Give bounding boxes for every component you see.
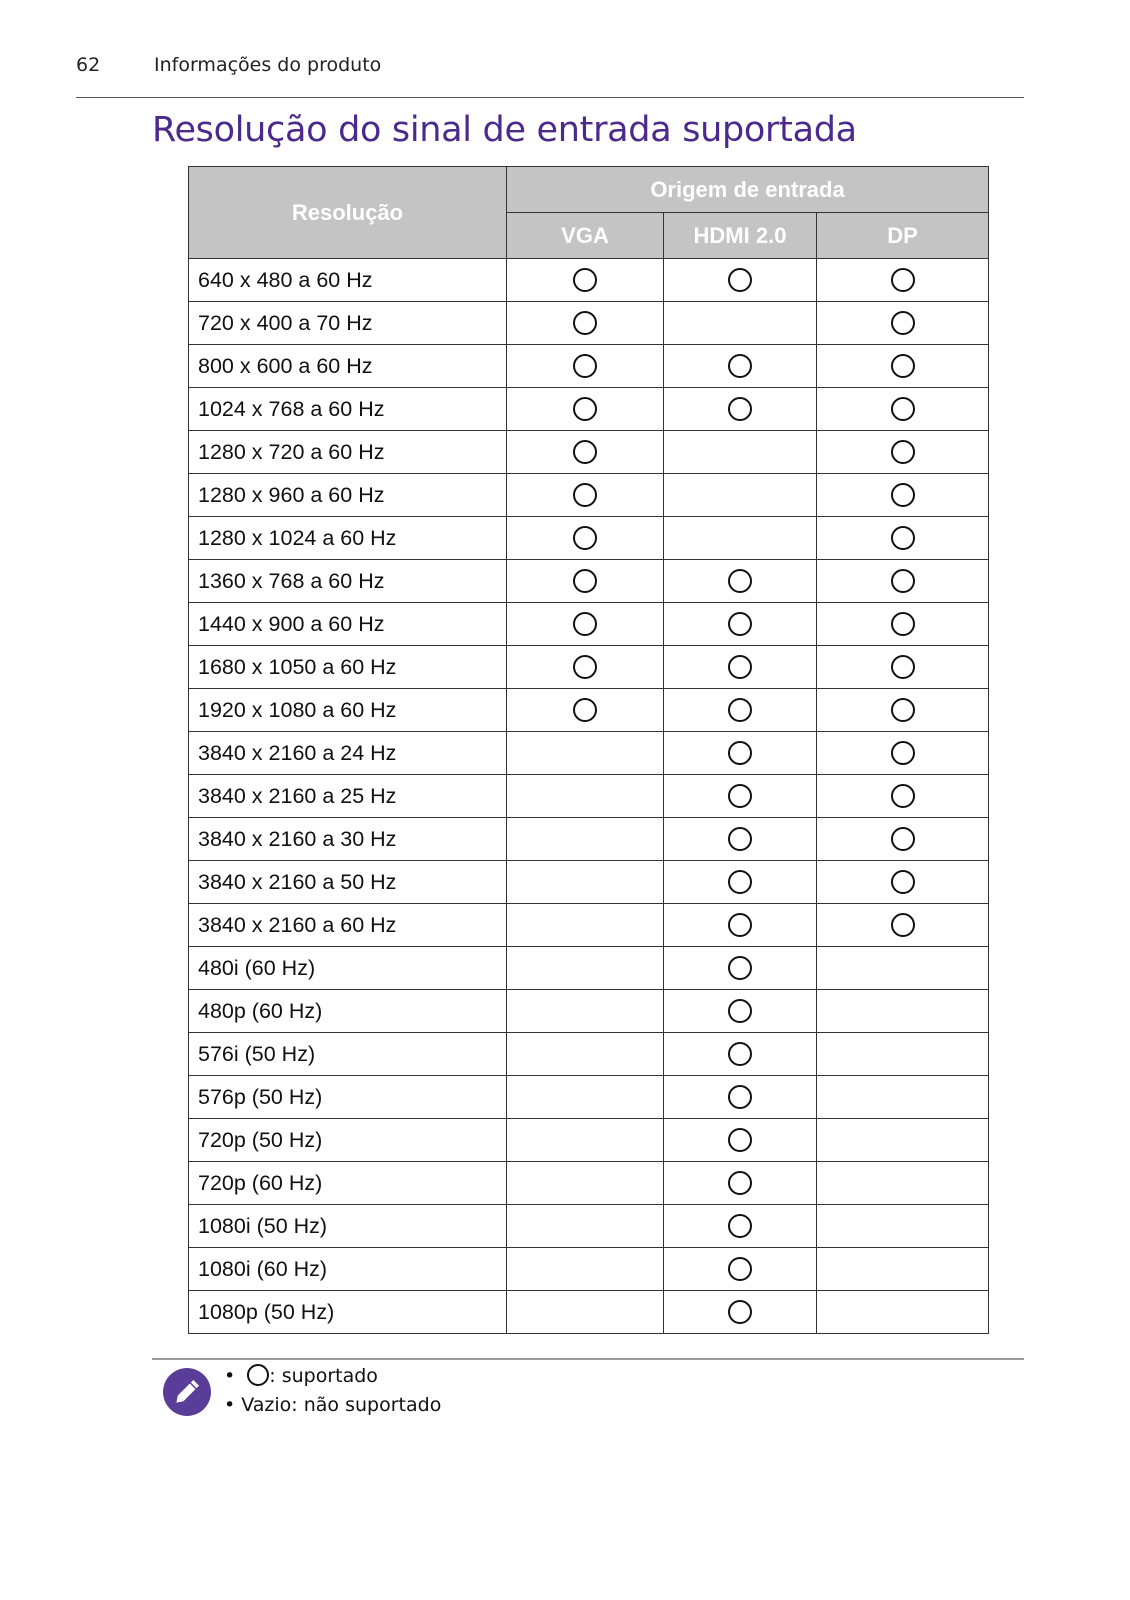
supported-circle-icon — [891, 741, 915, 765]
supported-circle-icon — [573, 655, 597, 679]
supported-circle-icon — [891, 655, 915, 679]
vga-support-cell — [507, 1119, 664, 1162]
table-row — [189, 302, 989, 345]
hdmi-support-cell — [664, 560, 817, 603]
dp-support-cell — [817, 904, 989, 947]
supported-circle-icon — [573, 526, 597, 550]
vga-support-cell — [507, 861, 664, 904]
supported-circle-icon — [891, 354, 915, 378]
table-row — [189, 646, 989, 689]
supported-circle-icon — [573, 612, 597, 636]
note-text: Vazio: não suportado — [241, 1394, 442, 1416]
resolution-cell: 1080i (60 Hz) — [189, 1248, 507, 1291]
hdmi-support-cell — [664, 474, 817, 517]
vga-support-cell — [507, 1033, 664, 1076]
vga-support-cell — [507, 732, 664, 775]
resolution-cell: 1440 x 900 a 60 Hz — [189, 603, 507, 646]
dp-support-cell — [817, 689, 989, 732]
vga-support-cell — [507, 1205, 664, 1248]
dp-support-cell — [817, 560, 989, 603]
supported-circle-icon — [573, 268, 597, 292]
hdmi-support-cell — [664, 1033, 817, 1076]
note-bullet: • — [224, 1394, 236, 1416]
vga-support-cell — [507, 474, 664, 517]
hdmi-support-cell — [664, 861, 817, 904]
vga-support-cell — [507, 818, 664, 861]
hdmi-support-cell — [664, 431, 817, 474]
note-item-supported — [224, 1362, 441, 1391]
table-row — [189, 947, 989, 990]
vga-support-cell — [507, 904, 664, 947]
hdmi-support-cell — [664, 947, 817, 990]
resolution-cell: 1280 x 720 a 60 Hz — [189, 431, 507, 474]
resolution-cell: 800 x 600 a 60 Hz — [189, 345, 507, 388]
table-row — [189, 431, 989, 474]
resolution-cell: 1360 x 768 a 60 Hz — [189, 560, 507, 603]
page-title: Resolução do sinal de entrada suportada — [152, 110, 857, 150]
supported-circle-icon — [728, 913, 752, 937]
table-row — [189, 732, 989, 775]
hdmi-support-cell — [664, 345, 817, 388]
vga-support-cell — [507, 1291, 664, 1334]
supported-circle-icon — [728, 655, 752, 679]
table-row — [189, 1162, 989, 1205]
col-header-hdmi: HDMI 2.0 — [664, 213, 817, 259]
supported-circle-icon — [728, 1214, 752, 1238]
hdmi-support-cell — [664, 1248, 817, 1291]
hdmi-support-cell — [664, 259, 817, 302]
resolution-cell: 576i (50 Hz) — [189, 1033, 507, 1076]
supported-circle-icon — [573, 698, 597, 722]
table-row — [189, 517, 989, 560]
resolution-cell: 1080i (50 Hz) — [189, 1205, 507, 1248]
dp-support-cell — [817, 1033, 989, 1076]
hdmi-support-cell — [664, 1119, 817, 1162]
supported-circle-icon — [728, 612, 752, 636]
table-row — [189, 1119, 989, 1162]
resolution-table — [188, 166, 989, 1334]
dp-support-cell — [817, 259, 989, 302]
supported-circle-icon — [728, 1257, 752, 1281]
dp-support-cell — [817, 302, 989, 345]
supported-circle-icon — [728, 1042, 752, 1066]
note-list — [224, 1362, 441, 1420]
dp-support-cell — [817, 345, 989, 388]
note-item-empty — [224, 1391, 441, 1420]
resolution-cell: 720 x 400 a 70 Hz — [189, 302, 507, 345]
supported-circle-icon — [728, 1300, 752, 1324]
col-header-input-source: Origem de entrada — [507, 167, 989, 213]
hdmi-support-cell — [664, 818, 817, 861]
dp-support-cell — [817, 990, 989, 1033]
hdmi-support-cell — [664, 517, 817, 560]
hdmi-support-cell — [664, 603, 817, 646]
section-name: Informações do produto — [154, 54, 382, 76]
supported-circle-icon — [728, 741, 752, 765]
hdmi-support-cell — [664, 302, 817, 345]
supported-circle-icon — [728, 956, 752, 980]
supported-circle-icon — [891, 784, 915, 808]
col-header-vga: VGA — [507, 213, 664, 259]
supported-circle-icon — [728, 1128, 752, 1152]
supported-circle-icon — [891, 870, 915, 894]
resolution-cell: 1080p (50 Hz) — [189, 1291, 507, 1334]
vga-support-cell — [507, 517, 664, 560]
dp-support-cell — [817, 474, 989, 517]
dp-support-cell — [817, 388, 989, 431]
supported-circle-icon — [728, 397, 752, 421]
note-bullet: • — [224, 1365, 236, 1387]
supported-circle-icon — [573, 440, 597, 464]
vga-support-cell — [507, 775, 664, 818]
dp-support-cell — [817, 1119, 989, 1162]
vga-support-cell — [507, 345, 664, 388]
dp-support-cell — [817, 603, 989, 646]
vga-support-cell — [507, 1076, 664, 1119]
table-row — [189, 775, 989, 818]
resolution-cell: 480i (60 Hz) — [189, 947, 507, 990]
supported-circle-icon — [891, 526, 915, 550]
supported-circle-icon — [891, 913, 915, 937]
dp-support-cell — [817, 732, 989, 775]
resolution-cell: 1024 x 768 a 60 Hz — [189, 388, 507, 431]
pencil-icon — [163, 1368, 211, 1416]
hdmi-support-cell — [664, 1205, 817, 1248]
supported-circle-icon — [728, 698, 752, 722]
col-header-resolution: Resolução — [189, 167, 507, 259]
col-header-dp: DP — [817, 213, 989, 259]
resolution-cell: 1280 x 1024 a 60 Hz — [189, 517, 507, 560]
resolution-cell: 1680 x 1050 a 60 Hz — [189, 646, 507, 689]
hdmi-support-cell — [664, 388, 817, 431]
hdmi-support-cell — [664, 689, 817, 732]
supported-circle-icon — [891, 698, 915, 722]
hdmi-support-cell — [664, 1291, 817, 1334]
resolution-cell: 3840 x 2160 a 25 Hz — [189, 775, 507, 818]
supported-circle-icon — [728, 827, 752, 851]
dp-support-cell — [817, 1162, 989, 1205]
table-row — [189, 689, 989, 732]
vga-support-cell — [507, 1248, 664, 1291]
page-number: 62 — [76, 54, 101, 76]
dp-support-cell — [817, 947, 989, 990]
supported-circle-icon — [728, 1085, 752, 1109]
supported-circle-icon — [891, 440, 915, 464]
supported-circle-icon — [573, 311, 597, 335]
vga-support-cell — [507, 388, 664, 431]
dp-support-cell — [817, 775, 989, 818]
vga-support-cell — [507, 259, 664, 302]
table-row — [189, 1248, 989, 1291]
dp-support-cell — [817, 1076, 989, 1119]
dp-support-cell — [817, 517, 989, 560]
supported-circle-icon — [891, 483, 915, 507]
vga-support-cell — [507, 947, 664, 990]
supported-circle-icon — [573, 354, 597, 378]
table-header — [189, 167, 989, 259]
table-row — [189, 990, 989, 1033]
supported-circle-icon — [728, 569, 752, 593]
table-row — [189, 345, 989, 388]
supported-circle-icon — [728, 784, 752, 808]
table-row — [189, 603, 989, 646]
vga-support-cell — [507, 603, 664, 646]
supported-circle-icon — [247, 1364, 269, 1386]
supported-circle-icon — [891, 827, 915, 851]
hdmi-support-cell — [664, 1162, 817, 1205]
hdmi-support-cell — [664, 990, 817, 1033]
supported-circle-icon — [728, 268, 752, 292]
note-top-divider — [152, 1358, 1024, 1360]
table-row — [189, 1076, 989, 1119]
vga-support-cell — [507, 302, 664, 345]
supported-circle-icon — [891, 311, 915, 335]
table-row — [189, 1033, 989, 1076]
dp-support-cell — [817, 1205, 989, 1248]
table-row — [189, 1291, 989, 1334]
hdmi-support-cell — [664, 1076, 817, 1119]
table-row — [189, 474, 989, 517]
table-row — [189, 560, 989, 603]
table-row — [189, 1205, 989, 1248]
hdmi-support-cell — [664, 646, 817, 689]
table-row — [189, 904, 989, 947]
vga-support-cell — [507, 1162, 664, 1205]
dp-support-cell — [817, 646, 989, 689]
table-row — [189, 388, 989, 431]
supported-circle-icon — [891, 569, 915, 593]
dp-support-cell — [817, 818, 989, 861]
supported-circle-icon — [891, 612, 915, 636]
resolution-cell: 1920 x 1080 a 60 Hz — [189, 689, 507, 732]
supported-circle-icon — [573, 569, 597, 593]
hdmi-support-cell — [664, 732, 817, 775]
vga-support-cell — [507, 689, 664, 732]
resolution-cell: 3840 x 2160 a 30 Hz — [189, 818, 507, 861]
resolution-cell: 3840 x 2160 a 60 Hz — [189, 904, 507, 947]
resolution-cell: 576p (50 Hz) — [189, 1076, 507, 1119]
supported-circle-icon — [728, 999, 752, 1023]
hdmi-support-cell — [664, 904, 817, 947]
dp-support-cell — [817, 861, 989, 904]
supported-circle-icon — [728, 870, 752, 894]
page-header — [76, 54, 1024, 78]
resolution-cell: 720p (50 Hz) — [189, 1119, 507, 1162]
resolution-cell: 480p (60 Hz) — [189, 990, 507, 1033]
dp-support-cell — [817, 1248, 989, 1291]
resolution-cell: 1280 x 960 a 60 Hz — [189, 474, 507, 517]
supported-circle-icon — [728, 354, 752, 378]
vga-support-cell — [507, 990, 664, 1033]
header-divider — [76, 97, 1024, 98]
resolution-cell: 3840 x 2160 a 24 Hz — [189, 732, 507, 775]
table-body — [189, 259, 989, 1334]
table-row — [189, 861, 989, 904]
dp-support-cell — [817, 1291, 989, 1334]
vga-support-cell — [507, 560, 664, 603]
supported-circle-icon — [891, 397, 915, 421]
resolution-cell: 720p (60 Hz) — [189, 1162, 507, 1205]
table-row — [189, 259, 989, 302]
vga-support-cell — [507, 431, 664, 474]
table-row — [189, 818, 989, 861]
supported-circle-icon — [573, 483, 597, 507]
supported-circle-icon — [891, 268, 915, 292]
dp-support-cell — [817, 431, 989, 474]
resolution-cell: 3840 x 2160 a 50 Hz — [189, 861, 507, 904]
supported-circle-icon — [573, 397, 597, 421]
resolution-cell: 640 x 480 a 60 Hz — [189, 259, 507, 302]
supported-circle-icon — [728, 1171, 752, 1195]
vga-support-cell — [507, 646, 664, 689]
note-text: : suportado — [269, 1365, 378, 1387]
hdmi-support-cell — [664, 775, 817, 818]
